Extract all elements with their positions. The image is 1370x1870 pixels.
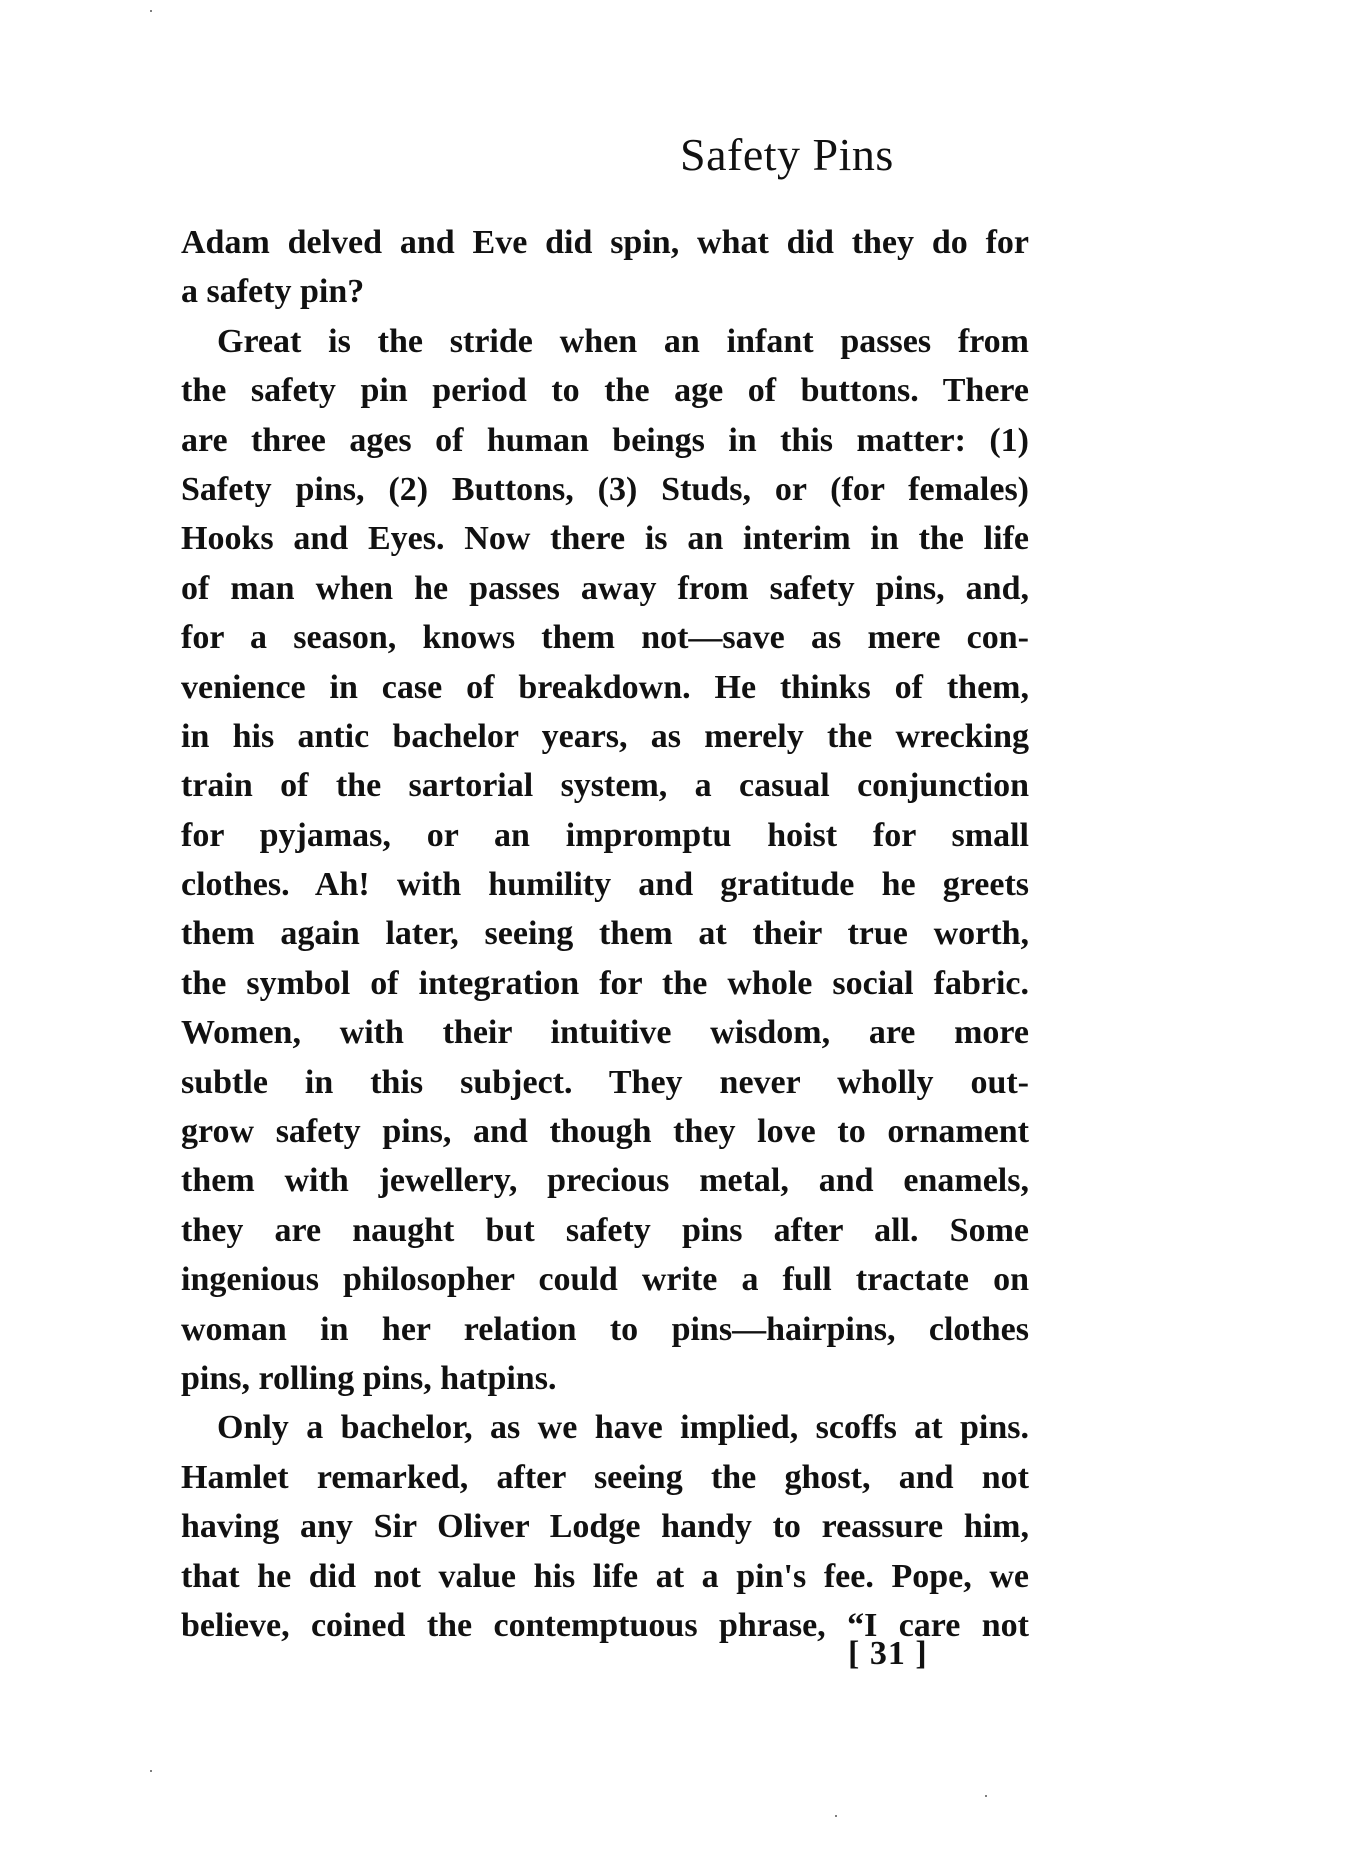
text-line: for pyjamas, or an impromptu hoist for small bbox=[181, 816, 1029, 854]
text-line: the safety pin period to the age of buttons. There bbox=[181, 372, 1029, 410]
scan-speck bbox=[985, 1795, 987, 1797]
text-line: the symbol of integration for the whole social fabric. bbox=[181, 964, 1029, 1002]
scan-speck bbox=[150, 1770, 152, 1772]
text-line: them again later, seeing them at their true worth, bbox=[181, 915, 1029, 953]
text-line: of man when he passes away from safety pins, and, bbox=[181, 569, 1029, 607]
text-line: woman in her relation to pins—hairpins, clothes bbox=[181, 1310, 1029, 1348]
text-line: subtle in this subject. They never wholly out- bbox=[181, 1063, 1029, 1101]
text-line: a safety pin? bbox=[181, 273, 365, 311]
text-line: that he did not value his life at a pin's fee. Pope, we bbox=[181, 1557, 1029, 1595]
scan-speck bbox=[835, 1815, 837, 1817]
text-line: having any Sir Oliver Lodge handy to reassure him, bbox=[181, 1508, 1029, 1546]
text-line: clothes. Ah! with humility and gratitude he greets bbox=[181, 866, 1029, 904]
text-line: believe, coined the contemptuous phrase, “I care not bbox=[181, 1606, 1029, 1644]
text-line: Hamlet remarked, after seeing the ghost, and not bbox=[181, 1458, 1029, 1496]
running-head: Safety Pins bbox=[680, 129, 894, 180]
text-line: Great is the stride when an infant passes from bbox=[217, 322, 1029, 360]
text-line: Safety pins, (2) Buttons, (3) Studs, or (for females) bbox=[181, 470, 1029, 508]
text-line: for a season, knows them not—save as mere con- bbox=[181, 619, 1029, 657]
text-line: venience in case of breakdown. He thinks of them, bbox=[181, 668, 1029, 706]
body-text bbox=[181, 218, 1029, 1650]
text-line: ingenious philosopher could write a full tractate on bbox=[181, 1261, 1029, 1299]
text-line: Only a bachelor, as we have implied, scoffs at pins. bbox=[217, 1409, 1029, 1447]
text-line: Women, with their intuitive wisdom, are more bbox=[181, 1014, 1029, 1052]
page-number: [ 31 ] bbox=[848, 1635, 928, 1672]
text-line: in his antic bachelor years, as merely the wrecking bbox=[181, 717, 1029, 755]
text-line: they are naught but safety pins after all. Some bbox=[181, 1211, 1029, 1249]
scan-speck bbox=[150, 10, 152, 12]
text-line: are three ages of human beings in this matter: (1) bbox=[181, 421, 1029, 459]
text-line: grow safety pins, and though they love to ornament bbox=[181, 1113, 1029, 1151]
text-line: train of the sartorial system, a casual conjunction bbox=[181, 767, 1029, 805]
text-line: Adam delved and Eve did spin, what did they do for bbox=[181, 224, 1029, 261]
text-line: them with jewellery, precious metal, and enamels, bbox=[181, 1162, 1029, 1200]
text-line: Hooks and Eyes. Now there is an interim in the life bbox=[181, 520, 1029, 558]
text-line: pins, rolling pins, hatpins. bbox=[181, 1359, 557, 1397]
